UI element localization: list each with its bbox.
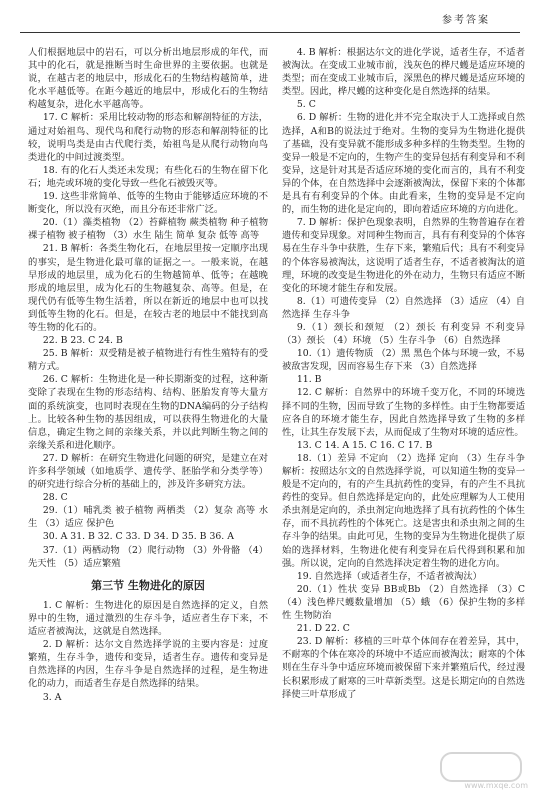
paragraph: 5. C	[296, 99, 316, 111]
watermark-logo-icon	[440, 752, 522, 782]
paragraph: 18. 有的化石人类还未发现；有些化石的生物在留下化石；地壳或环境的变化导致一些化石被毁灭等。	[28, 164, 268, 189]
paragraph: 17. C 解析：采用比较动物的形态和解剖特征的方法，通过对始祖鸟、现代鸟和爬行动物的形态和解剖特征的比较，说明鸟类是由古代爬行类，始祖鸟是从爬行动物向鸟类进化的中间过渡类型。	[28, 112, 268, 163]
paragraph: 20.（1）性状 变异 BB或Bb （2）自然选择 （3）C （4）浅色桦尺蠖数量增加 （5）蛾 （6）保护生物的多样性 生物防治	[282, 583, 525, 622]
paragraph: 9.（1）颈长和颈短 （2）颈长 有利变异 不利变异 （3）颈长 （4）环境 （5）生存斗争 （6）自然选择	[282, 321, 525, 347]
paragraph: 11. B	[296, 374, 322, 386]
paragraph: 27. D 解析：在研究生物进化问题的研究，是建立在对许多科学领域（如地质学、遗传学、胚胎学和分类学等）的研究进行综合分析的基础上的，涉及许多研究方法。	[28, 452, 268, 491]
paragraph: 26. C 解析：生物进化是一种长期渐变的过程，这种渐变除了表现在生物的形态结构、结构、胚胎发育等大量方面的系统演变，也同时表现在生物的DNA编码的分子结构上。比较各种生物的基因组成，可以获得生物进化的大量信息，确定生物之间的亲缘关系，并以此判断生物之间的亲缘关系和进化顺序。	[28, 374, 268, 451]
paragraph: 37.（1）两栖动物 （2）爬行动物 （3）外骨骼 （4）先天性 （5）适应繁殖	[28, 544, 268, 569]
paragraph: 28. C	[42, 492, 68, 504]
section-title: 第三节 生物进化的原因	[91, 578, 205, 592]
paragraph: 21. D 22. C	[296, 623, 350, 635]
paragraph: 1. C 解析：生物进化的原因是自然选择的定义，自然界中的生物，通过激烈的生存斗争，适应者生存下来，不适应者被淘汰，这就是自然选择。	[28, 599, 268, 638]
page-header	[20, 12, 520, 33]
right-column	[282, 46, 525, 701]
header-title: 参考答案	[442, 15, 490, 26]
paragraph: 18.（1）差异 不定向 （2）选择 定向 （3）生存斗争 解析：按照达尔文的自然选择学说，可以知道生物的变异一般是不定向的，有的产生具抗药性的变异，有的产生不具抗药性的变异。但自然选择是定向的，此处应理解为人工使用杀虫剂是定向的，杀虫剂定向地选择了具有抗药性的个体生存，而不具抗药性的个体死亡。这是害虫和杀虫剂之间的生存斗争的结果。由此可见，生物的变异为生物进化提供了原始的选择材料，生物进化使有利变异在后代得到积累和加强。所以说，定向的自然选择决定着生物的进化方向。	[282, 452, 525, 569]
paragraph: 25. B 解析：双受精是被子植物进行有性生殖特有的受精方式。	[28, 348, 268, 373]
paragraph: 19. 自然选择（或适者生存，不适者被淘汰）	[296, 570, 482, 582]
paragraph: 6. D 解析：生物的进化并不完全取决于人工选择或自然选择，A和B的说法过于绝对。生物的变异为生物进化提供了基础，没有变异就不能形成多种多样的生物类型。生物的变异一般是不定向的，生物产生的变异包括有利变异和不利变异，这是针对其是否适应环境的变化而言的，具有不利变异的个体，在自然选择中会逐渐被淘汰，保留下来的个体都是具有有利变异的个体。由此看来，生物的变异是不定向的，而生物的进化是定向的，即向着适应环境的方向进化。	[282, 112, 525, 216]
paragraph: 22. B 23. C 24. B	[42, 335, 123, 347]
paragraph: 19. 这些非常简单、低等的生物由于能够适应环境的不断变化，所以没有灭绝，而且分布还非常广泛。	[28, 191, 268, 216]
paragraph: 7. D 解析：保护色现象表明，自然界的生物普遍存在着遗传和变异现象。对同种生物而言，具有有利变异的个体容易在生存斗争中获胜，生存下来，繁殖后代；具有不利变异的个体容易被淘汰，这说明了适者生存，不适者被淘汰的道理，环境的改变是生物进化的外在动力，生物只有适应不断变化的环境才能生存和发展。	[282, 217, 525, 294]
paragraph: 12. C 解析：自然界中的环境千变万化，不同的环境选择不同的生物，因而导致了生物的多样性。由于生物都要适应各自的环境才能生存，因此自然选择导致了生物的多样性，让其生存发展下去，从而促成了生物对环境的适应性。	[282, 387, 525, 438]
paragraph: 4. B 解析：根据达尔文的进化学说，适者生存，不适者被淘汰。在变成工业城市前，浅灰色的桦尺蠖是适应环境的类型；而在变成工业城市后，深黑色的桦尺蠖是适应环境的类型。因此，桦尺蠖的这种变化是自然选择的结果。	[282, 47, 525, 98]
paragraph: 10.（1）遗传物质 （2）黑 黑色个体与环境一致，不易被敌害发现，因而容易生存下来 （3）自然选择	[282, 348, 525, 373]
paragraph: 13. C 14. A 15. C 16. C 17. B	[296, 439, 433, 451]
paragraph: 21. B 解析：各类生物化石，在地层里按一定顺序出现的事实，是生物进化最可靠的证据之一。一般来说，在越早形成的地层里，成为化石的生物越简单、低等；在越晚形成的地层里，成为化石的生物越复杂、高等。但是，在现代仍有低等生物生活着，所以在新近的地层中也可以找到低等生物的化石。但是，在较古老的地层中不能找到高等生物的化石的。	[28, 243, 268, 333]
paragraph: 2. D 解析：达尔文自然选择学说的主要内容是：过度繁殖，生存斗争，遗传和变异，适者生存。遗传和变异是自然选择的内因，生存斗争是自然选择的过程，是生物进化的动力，而适者生存是自然选择的结果。	[28, 639, 268, 690]
paragraph: 8.（1）可遗传变异 （2）自然选择 （3）适应 （4）自然选择 生存斗争	[282, 295, 525, 320]
left-column	[28, 46, 268, 704]
paragraph: 29.（1）哺乳类 被子植物 两栖类 （2）复杂 高等 水生 （3）适应 保护色	[28, 505, 268, 530]
paragraph: 23. D 解析：移植的三叶草个体间存在着差异，其中，不耐寒的个体在寒冷的环境中不适应而被淘汰；耐寒的个体则在生存斗争中适应环境而被保留下来并繁殖后代，经过漫长积累形成了耐寒的三叶草新类型。这是长期定向的自然选择使三叶草形成了	[282, 636, 525, 700]
paragraph: 3. A	[42, 691, 62, 703]
paragraph: 30. A 31. B 32. C 33. D 34. D 35. B 36. A	[42, 531, 234, 543]
paragraph: 20.（1）藻类植物 （2）苔藓植物 蕨类植物 种子植物 裸子植物 被子植物 （3）水生 陆生 简单 复杂 低等 高等	[28, 217, 268, 242]
paragraph: 人们根据地层中的岩石，可以分析出地层形成的年代，而其中的化石，就是推断当时生命世界的主要依据。也就是说，在越古老的地层中，形成化石的生物结构越简单，进化水平越低等。在距今越近的地层中，形成化石的生物结构越复杂，进化水平越高等。	[28, 47, 268, 111]
watermark	[436, 752, 528, 792]
watermark-url: www.mxqe.com	[464, 780, 528, 790]
